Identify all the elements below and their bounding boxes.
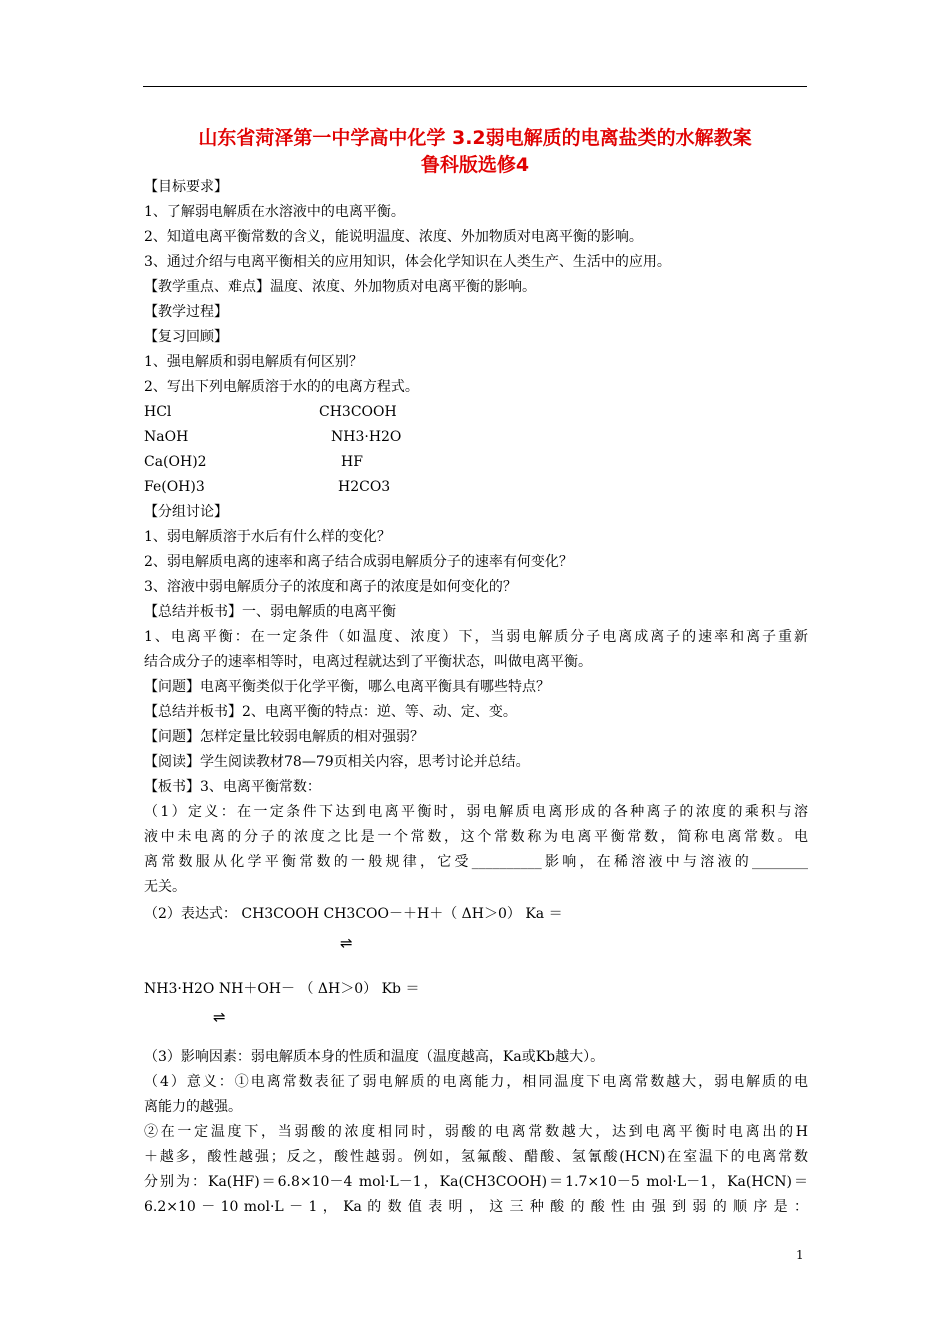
significance-line-1: （4）意义：①电离常数表征了弱电解质的电离能力，相同温度下电离常数越大，弱电解质的电: [144, 1074, 808, 1090]
section-heading-discussion: 【分组讨论】: [144, 504, 228, 520]
discussion-question-1: 1、弱电解质溶于水后有什么样的变化？: [144, 529, 391, 545]
significance-line-2: 离能力的越强。: [144, 1099, 242, 1115]
influencing-factors: （3）影响因素：弱电解质本身的性质和温度（温度越高，Ka或Kb越大）。: [144, 1049, 605, 1065]
significance-line-5: 分别为：Ka(HF)＝6.8×10－4 mol·L－1，Ka(CH3COOH)＝1.7×10－5 mol·L－1，Ka(HCN)＝: [144, 1174, 808, 1190]
expression-ammonia: NH3·H2O NH＋OH－ （ ΔH＞0） Kb ＝: [144, 981, 420, 997]
electrolyte-right-2: NH3·H2O: [331, 429, 402, 445]
reading-task: 【阅读】学生阅读教材78—79页相关内容，思考讨论并总结。: [144, 754, 530, 770]
question-features: 【问题】电离平衡类似于化学平衡，哪么电离平衡具有哪些特点？: [144, 679, 550, 695]
summary-features: 【总结并板书】2、电离平衡的特点：逆、等、动、定、变。: [144, 704, 517, 720]
question-strength: 【问题】怎样定量比较弱电解质的相对强弱？: [144, 729, 424, 745]
review-question-1: 1、强电解质和弱电解质有何区别？: [144, 354, 363, 370]
discussion-question-3: 3、溶液中弱电解质分子的浓度和离子的浓度是如何变化的？: [144, 579, 517, 595]
page-title-line-2: 鲁科版选修4: [420, 154, 530, 176]
discussion-question-2: 2、弱电解质电离的速率和离子结合成弱电解质分子的速率有何变化？: [144, 554, 573, 570]
electrolyte-right-1: CH3COOH: [319, 404, 397, 420]
page-title-line-1: 山东省菏泽第一中学高中化学 3.2弱电解质的电离盐类的水解教案: [198, 127, 752, 149]
electrolyte-right-3: HF: [341, 454, 363, 470]
constant-definition-line-3: 离常数服从化学平衡常数的一般规律，它受__________影响，在稀溶液中与溶液的________: [144, 854, 808, 870]
electrolyte-left-3: Ca(OH)2: [144, 454, 207, 470]
constant-definition-line-2: 液中未电离的分子的浓度之比是一个常数，这个常数称为电离平衡常数，简称电离常数。电: [144, 829, 808, 845]
electrolyte-right-4: H2CO3: [338, 479, 391, 495]
board-constant-heading: 【板书】3、电离平衡常数：: [144, 779, 321, 795]
summary-heading-1: 【总结并板书】一、弱电解质的电离平衡: [144, 604, 396, 620]
key-points: 【教学重点、难点】温度、浓度、外加物质对电离平衡的影响。: [144, 279, 536, 295]
review-question-2: 2、写出下列电解质溶于水的的电离方程式。: [144, 379, 419, 395]
electrolyte-left-2: NaOH: [144, 429, 189, 445]
equilibrium-arrow-icon: ⇌: [340, 934, 353, 952]
constant-definition-line-4: 无关。: [144, 879, 186, 895]
significance-line-6: 6.2×10 － 10 mol·L － 1 ， Ka 的 数 值 表 明 ， 这 三 种 酸 的 酸 性 由 强 到 弱 的 顺 序 是 ：: [144, 1199, 808, 1215]
significance-line-4: ＋越多，酸性越强；反之，酸性越弱。例如，氢氟酸、醋酸、氢氰酸(HCN)在室温下的电离常数: [144, 1149, 808, 1165]
electrolyte-left-1: HCl: [144, 404, 172, 420]
equilibrium-arrow-icon: ⇌: [213, 1008, 226, 1026]
page-number: 1: [796, 1248, 804, 1262]
electrolyte-left-4: Fe(OH)3: [144, 479, 205, 495]
section-heading-objectives: 【目标要求】: [144, 179, 228, 195]
objective-3: 3、通过介绍与电离平衡相关的应用知识，体会化学知识在人类生产、生活中的应用。: [144, 254, 671, 270]
expression-acetic-acid: （2）表达式： CH3COOH CH3COO－＋H＋（ ΔH＞0） Ka ＝: [144, 906, 563, 922]
objective-1: 1、了解弱电解质在水溶液中的电离平衡。: [144, 204, 405, 220]
constant-definition-line-1: （1）定义：在一定条件下达到电离平衡时，弱电解质电离形成的各种离子的浓度的乘积与溶: [144, 804, 808, 820]
header-rule: [143, 86, 807, 87]
significance-line-3: ②在一定温度下，当弱酸的浓度相同时，弱酸的电离常数越大，达到电离平衡时电离出的H: [144, 1124, 808, 1140]
section-heading-process: 【教学过程】: [144, 304, 228, 320]
definition-line-2: 结合成分子的速率相等时，电离过程就达到了平衡状态，叫做电离平衡。: [144, 654, 592, 670]
definition-line-1: 1、电离平衡：在一定条件（如温度、浓度）下，当弱电解质分子电离成离子的速率和离子重新: [144, 629, 808, 645]
section-heading-review: 【复习回顾】: [144, 329, 228, 345]
objective-2: 2、知道电离平衡常数的含义，能说明温度、浓度、外加物质对电离平衡的影响。: [144, 229, 643, 245]
